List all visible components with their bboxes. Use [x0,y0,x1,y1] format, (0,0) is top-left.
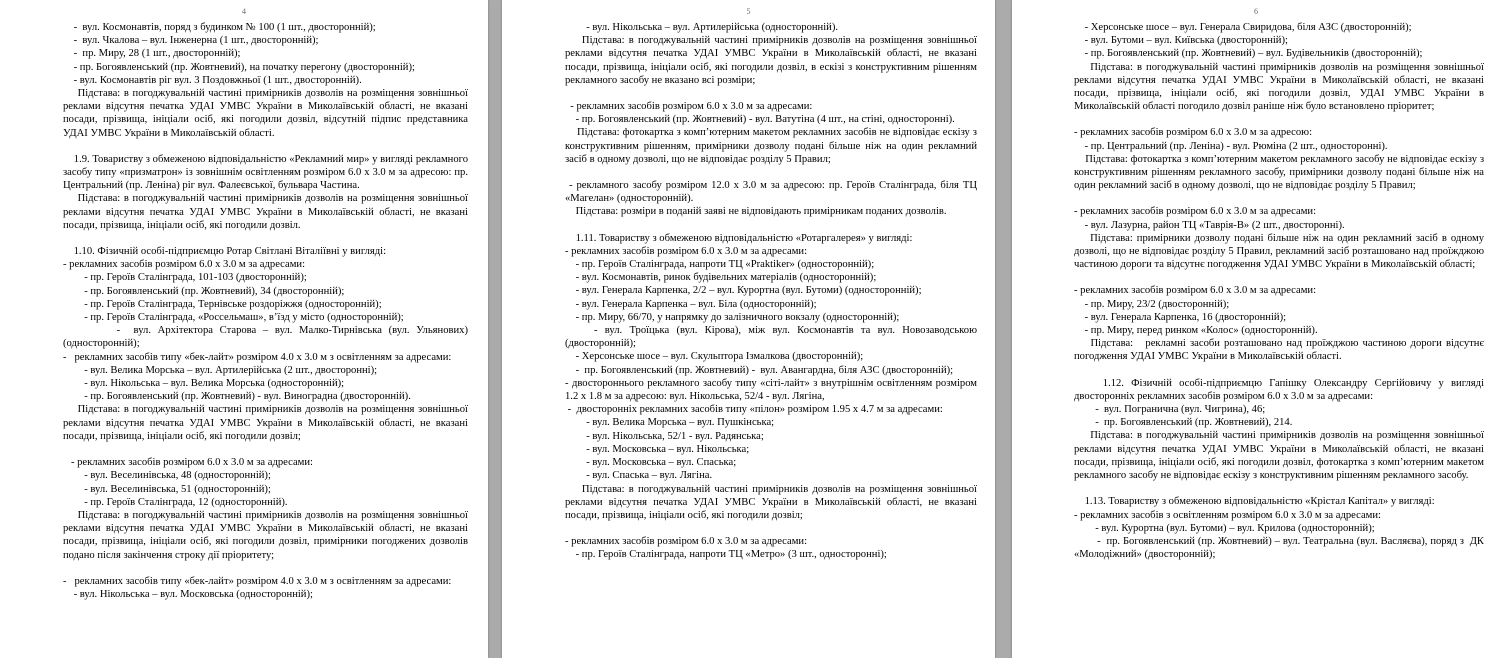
text-line: - пр. Богоявленський (пр. Жовтневий), 214. [1074,417,1293,429]
text-line: - пр. Миру, 23/2 (двосторонній); [1074,298,1230,310]
text-line: Підстава: в погоджувальній частині примірників дозволів на розміщення зовнішньої реклами відсутня печатка УДАІ УМВС України в Миколаївській області, не вказані посади, прізвища, ініціали осіб, які погодили дозвіл; [565,483,980,521]
paragraph-gap [1074,364,1484,377]
text-line: - вул. Московська – вул. Спаська; [565,457,737,469]
text-line: - рекламних засобів розміром 6.0 х 3.0 м за адресами: [63,259,306,271]
text-line: Підстава: в погоджувальній частині примірників дозволів на розміщення зовнішньої реклами відсутня печатка УДАІ УМВС України в Миколаївській області, не вказані посади, прізвища, ініціали осіб, які погодили дозвіл; [63,404,471,442]
text-line: - рекламних засобів типу «бек-лайт» розміром 4.0 х 3.0 м з освітленням за адресами: [63,351,452,363]
text-line: Підстава: в погоджувальній частині примірників дозволів на розміщення зовнішньої реклами відсутня печатка УДАІ УМВС України в Миколаївській області, не вказані посади, прізвища, ініціали осіб, які погодили дозвіл, УДАІ УМВС України в Миколаївській області погодило дозвіл раніше ніж було встановлено пріоритет; [1074,61,1487,113]
text-line: - двостороннього рекламного засобу типу «сіті-лайт» з внутрішнім освітленням розміром 1.2 х 1.8 м за адресою: вул. Нікольська, 52/4 - вул. Лягіна, [565,377,980,403]
text-line: - вул. Генерала Карпенка, 16 (двосторонній); [1074,311,1287,323]
text-line: - вул. Чкалова – вул. Інженерна (1 шт., двосторонній); [63,35,319,47]
document-page-6 [1012,0,1500,658]
text-line: - пр. Миру, 66/70, у напрямку до залізничного вокзалу (односторонній); [565,311,900,323]
text-line: - вул. Лазурна, район ТЦ «Таврія-В» (2 шт., двосторонні). [1074,219,1345,231]
text-line: - рекламних засобів розміром 6.0 х 3.0 м за адресами: [565,536,808,548]
paragraph-gap [63,562,468,575]
text-line: - вул. Нікольська – вул. Московська (односторонній); [63,588,313,600]
text-line: Підстава: фотокартка з комп’ютерним макетом рекламного засобу не відповідає ескізу з конструктивним рішенням рекламного засобу, примірники дозволу подані більше ніж на один рекламний засіб в одному дозволі, що не відповідає розділу 5 Правил; [1074,153,1487,192]
text-line: - Херсонське шосе – вул. Генерала Свиридова, біля АЗС (двосторонній); [1074,22,1412,33]
text-line: - рекламних засобів розміром 6.0 х 3.0 м за адресами: [1074,206,1317,218]
text-line: - вул. Троїцька (вул. Кірова), між вул. Космонавтів та вул. Новозаводською (двосторонній); [565,325,980,350]
paragraph-gap [1074,113,1484,126]
text-line: Підстава: фотокартка з комп’ютерним макетом рекламних засобів не відповідає ескізу з конструктивним рішенням, примірники дозволу подані більше ніж на один рекламний засіб в одному дозволі, що не відповідає розділу 5 Правил; [565,127,980,165]
text-line: Підстава: в погоджувальній частині примірників дозволів на розміщення зовнішньої реклами відсутня печатка УДАІ УМВС України в Миколаївській області, не вказані посади, прізвища, ініціали осіб, які погодили дозвіл, фотокартка з комп’ютерним макетом рекламного засобу не відповідає ескізу з конструктивним рішенням рекламного засобу. [1074,430,1487,482]
text-line: Підстава: примірники дозволу подані більше ніж на один рекламний засіб в одному дозволі, що не відповідає розділу 5 Правил, рекламний засіб розташовано над проїжджою частиною дороги та відсутнє погодження УДАІ УМВС України в Миколаївській області; [1074,232,1487,271]
text-line: - вул. Спаська – вул. Лягіна. [565,470,713,482]
text-line: - рекламних засобів типу «бек-лайт» розміром 4.0 х 3.0 м з освітленням за адресами: [63,575,452,587]
text-line: 1.10. Фізичній особі-підприємцю Ротар Світлані Віталіївні у вигляді: [63,246,387,258]
text-line: - вул. Нікольська – вул. Велика Морська (односторонній); [63,378,345,390]
page-text [1074,21,1487,561]
paragraph-gap [565,87,977,100]
text-line: - рекламних засобів розміром 6.0 х 3.0 м за адресами: [565,101,813,113]
text-line: - пр. Героїв Сталінграда, «Россельмаш», в’їзд у місто (односторонній); [63,312,404,324]
text-line: - пр. Богоявленський (пр. Жовтневий) - вул. Ватутіна (4 шт., на стіні, односторонні). [565,114,955,126]
text-line: - вул. Нікольська, 52/1 - вул. Радянська; [565,430,764,442]
paragraph-gap [1074,482,1484,495]
text-line: - рекламного засобу розміром 12.0 х 3.0 м за адресою: пр. Героїв Сталінграда, біля ТЦ «Магелан» (односторонній). [565,180,980,205]
text-line: - вул. Архітектора Старова – вул. Малко-Тирнівська (вул. Ульянових) (односторонній); [63,325,471,350]
text-line: - рекламних засобів розміром 6.0 х 3.0 м за адресою: [1074,127,1313,139]
text-line: - рекламних засобів розміром 6.0 х 3.0 м за адресами: [565,245,808,257]
page-number: 5 [746,7,751,16]
document-page-4 [0,0,488,658]
paragraph-gap [63,140,468,153]
paragraph-gap [1074,192,1484,205]
text-line: - вул. Погранична (вул. Чигрина), 46; [1074,404,1266,416]
paragraph-gap [63,232,468,245]
paragraph-gap [565,219,977,232]
paragraph-gap [63,443,468,456]
text-line: - пр. Богоявленський (пр. Жовтневий), 34 (двосторонній); [63,285,345,297]
text-line: - вул. Веселинівська, 48 (односторонній); [63,470,271,482]
text-line: 1.9. Товариству з обмеженою відповідальністю «Рекламний мир» у вигляді рекламного засобу типу «призматрон» із зовнішнім освітленням розміром 6.0 х 3.0 м за адресою: пр. Центральний (пр. Леніна) ріг вул. Фалеєвської, бульвара Частина. [63,153,471,192]
text-line: - вул. Генерала Карпенка, 2/2 – вул. Курортна (вул. Бутоми) (односторонній); [565,285,922,297]
text-line: - вул. Бутоми – вул. Київська (двосторонній); [1074,35,1288,47]
page-number: 4 [242,7,246,16]
text-line: - двосторонніх рекламних засобів типу «пілон» розміром 1.95 х 4.7 м за адресами: [565,404,943,416]
text-line: - пр. Богоявленський (пр. Жовтневий) – вул. Будівельників (двосторонній); [1074,48,1423,60]
text-line: 1.12. Фізичній особі-підприємцю Гапішку Олександру Сергійовичу у вигляді двосторонніх рекламних засобів розміром 6.0 х 3.0 м за адресами: [1074,377,1487,402]
text-line: - пр. Героїв Сталінграда, 101-103 (двосторонній); [63,272,307,284]
text-line: - пр. Центральний (пр. Леніна) - вул. Рюміна (2 шт., односторонні). [1074,140,1388,152]
text-line: - вул. Московська – вул. Нікольська; [565,443,750,455]
text-line: - пр. Богоявленський (пр. Жовтневий) - вул. Виноградна (двосторонній). [63,391,411,403]
text-line: - пр. Миру, перед ринком «Колос» (односторонній). [1074,325,1318,337]
text-line: - рекламних засобів з освітленням розміром 6.0 х 3.0 м за адресами: [1074,509,1381,521]
text-line: - пр. Героїв Сталінграда, 12 (односторонній). [63,496,288,508]
text-line: - рекламних засобів розміром 6.0 х 3.0 м за адресами: [1074,285,1317,297]
text-line: - вул. Генерала Карпенка – вул. Біла (односторонній); [565,298,817,310]
text-line: Підстава: розміри в поданій заяві не відповідають примірникам поданих дозволів. [565,206,947,218]
text-line: - пр. Героїв Сталінграда, Тернівське роздоріжжя (односторонній); [63,298,382,310]
text-line: - вул. Космонавтів, поряд з будинком № 100 (1 шт., двосторонній); [63,22,376,33]
text-line: 1.11. Товариству з обмеженою відповідальністю «Ротаргалерея» у вигляді: [565,232,913,244]
text-line: 1.13. Товариству з обмеженою відповідальністю «Крістал Капітал» у вигляді: [1074,496,1435,508]
text-line: - пр. Героїв Сталінграда, напроти ТЦ «Praktiker» (односторонній); [565,259,875,271]
text-line: - вул. Курортна (вул. Бутоми) – вул. Крилова (односторонній); [1074,522,1375,534]
text-line: - пр. Богоявленський (пр. Жовтневий), на початку перегону (двосторонній); [63,61,415,73]
text-line: - вул. Велика Морська – вул. Пушкінська; [565,417,775,429]
text-line: Підстава: рекламні засоби розташовано над проїжджою частиною дороги відсутнє погодження УДАІ УМВС України в Миколаївській області. [1074,338,1487,363]
text-line: Підстава: в погоджувальній частині примірників дозволів на розміщення зовнішньої реклами відсутня печатка УДАІ УМВС України в Миколаївській області, не вказані посади, прізвища, ініціали осіб, які погодили дозвіл, примірники погоджених дозволів подано після закінчення строку дії пріоритету; [63,509,471,561]
document-page-5 [502,0,995,658]
paragraph-gap [565,522,977,535]
page-number: 6 [1254,7,1258,16]
text-line: - пр. Миру, 28 (1 шт., двосторонній); [63,48,241,60]
text-line: - пр. Богоявленський (пр. Жовтневий) - вул. Авангардна, біля АЗС (двосторонній); [565,364,954,376]
text-line: - вул. Космонавтів ріг вул. 3 Поздовжньої (1 шт., двосторонній). [63,74,362,86]
paragraph-gap [1074,271,1484,284]
text-line: - пр. Богоявленський (пр. Жовтневий) – вул. Театральна (вул. Васляєва), поряд з ДК «Молодіжний» (двосторонній); [1074,535,1487,561]
page-text [565,21,980,562]
text-line: Підстава: в погоджувальній частині примірників дозволів на розміщення зовнішньої реклами відсутня печатка УДАІ УМВС України в Миколаївській області, не вказані посади, прізвища, ініціали осіб, які погодили дозвіл. [63,193,471,231]
text-line: Підстава: в погоджувальній частині примірників дозволів на розміщення зовнішньої реклами відсутня печатка УДАІ УМВС України в Миколаївській області, не вказані посади, прізвища, ініціали осіб, які погодили дозвіл, відсутній підпис представника УДАІ УМВС України в Миколаївській області. [63,88,471,139]
page-text [63,21,471,601]
text-line: - пр. Героїв Сталінграда, напроти ТЦ «Метро» (3 шт., односторонні); [565,549,887,561]
text-line: - вул. Нікольська – вул. Артилерійська (односторонній). [565,22,838,33]
text-line: - вул. Веселинівська, 51 (односторонній); [63,483,271,495]
text-line: - вул. Велика Морська – вул. Артилерійська (2 шт., двосторонні); [63,364,378,376]
paragraph-gap [565,166,977,179]
text-line: - вул. Космонавтів, ринок будівельних матеріалів (односторонній); [565,272,877,284]
text-line: - Херсонське шосе – вул. Скульптора Ізмалкова (двосторонній); [565,351,864,363]
text-line: - рекламних засобів розміром 6.0 х 3.0 м за адресами: [63,457,313,469]
text-line: Підстава: в погоджувальній частині примірників дозволів на розміщення зовнішньої реклами відсутня печатка УДАІ УМВС України в Миколаївській області, не вказані посади, прізвища, ініціали осіб, які погодили дозвіл, в ескізі з конструктивним рішенням рекламного засобу не вказано всі розміри; [565,35,980,86]
